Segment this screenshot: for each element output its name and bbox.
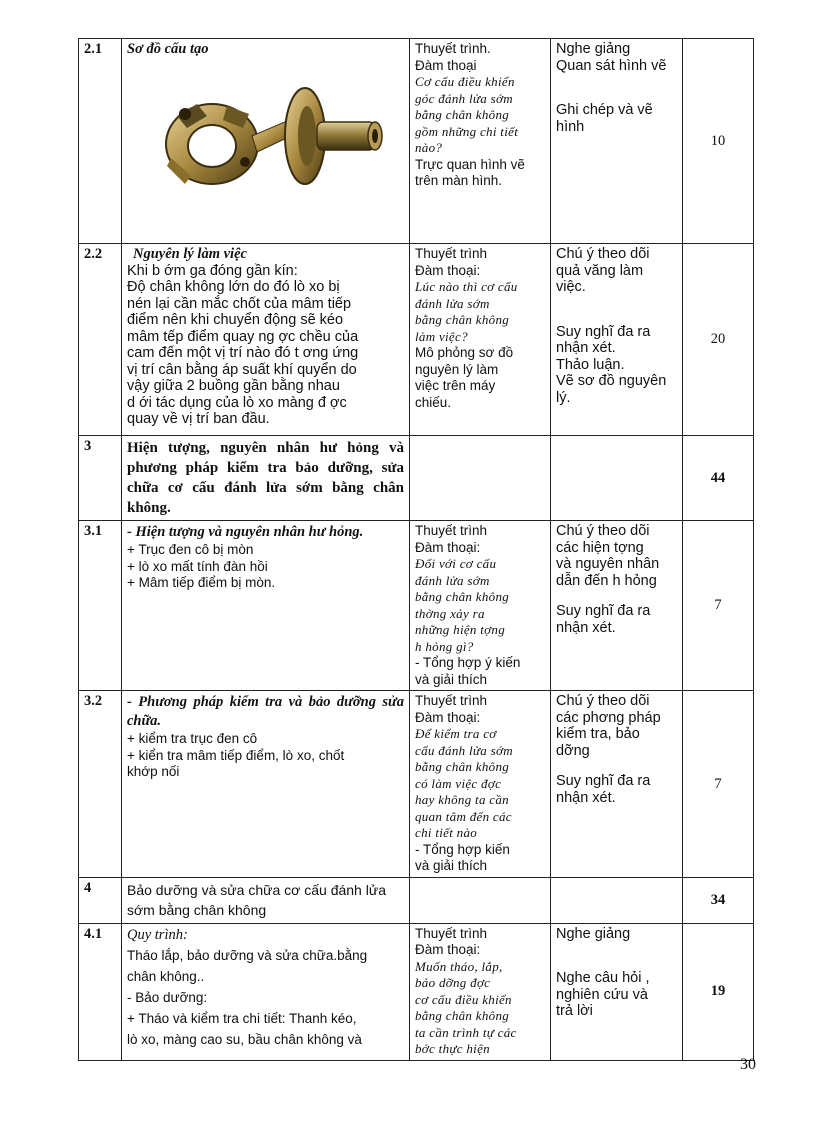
row-number: 4.1 xyxy=(79,923,122,1060)
student-activity-cell xyxy=(551,436,683,521)
content-cell: Nguyên lý làm việc Khi b ớm ga đóng gần kín: Độ chân không lớn do đó lò xo bị nén lại cần mắc chốt của mâm tiếp điểm nên khi chuyển động sẽ kéo mâm tếp điểm quay ng ợc chều của cam đến một vị trí nào đó t ơng ứng vị trí cân bằng áp suất khí quyển do vậy giữa 2 buồng gần bằng nhau d ới tác dụng của lò xo màng đ ợc quay về vị trí ban đầu. xyxy=(122,244,410,436)
time-cell: 10 xyxy=(683,39,754,244)
content-cell: - Hiện tượng và nguyên nhân hư hỏng. + Trục đen cô bị mòn + lò xo mất tính đàn hồi + Mâm tiếp điểm bị mòn. xyxy=(122,521,410,691)
row-number: 3.2 xyxy=(79,691,122,878)
teacher-question: Để kiểm tra cơ cấu đánh lửa sớm bằng chân không có làm việc đợc hay không ta cần quan tâm đến các chi tiết nào xyxy=(415,726,513,840)
content-cell xyxy=(122,436,410,521)
content-cell xyxy=(122,39,410,244)
teacher-activity-cell: Thuyết trình Đàm thoại: Đối với cơ cấu đánh lửa sớm bằng chân không thờng xảy ra những hiện tợng h hỏng gì? - Tổng hợp ý kiến và giải thích xyxy=(410,521,551,691)
page-number: 30 xyxy=(740,1056,756,1073)
student-activity-cell: Chú ý theo dõi các phơng pháp kiểm tra, bảo dỡng Suy nghĩ đa ra nhận xét. xyxy=(551,691,683,878)
teacher-activity-cell: Thuyết trình Đàm thoại: Muốn tháo, lắp, bảo dỡng đợc cơ cấu điều khiển bằng chân không ta cần trình tự các bớc thực hiện xyxy=(410,923,551,1060)
content-cell xyxy=(122,877,410,923)
row-number: 2.1 xyxy=(79,39,122,244)
table-row xyxy=(79,877,754,923)
time-cell: 19 xyxy=(683,923,754,1060)
teacher-text: trên màn hình. xyxy=(415,173,503,188)
lesson-plan-table xyxy=(78,38,754,1061)
section-title: - Phương pháp kiểm tra và bảo dưỡng sửa chữa. xyxy=(127,694,404,729)
teacher-text: Trực quan hình vẽ xyxy=(415,156,525,172)
table-row xyxy=(79,244,754,436)
teacher-activity-cell xyxy=(410,436,551,521)
section-title: - Hiện tượng và nguyên nhân hư hỏng. xyxy=(127,524,364,540)
time-cell: 34 xyxy=(683,877,754,923)
time-cell: 7 xyxy=(683,691,754,878)
row-number: 3.1 xyxy=(79,521,122,691)
student-activity-cell: Chú ý theo dõi quả văng làm việc. Suy nghĩ đa ra nhận xét. Thảo luận. Vẽ sơ đồ nguyên lý. xyxy=(551,244,683,436)
teacher-text: Thuyết trình. xyxy=(415,41,491,56)
section-title: Hiện tượng, nguyên nhân hư hỏng và phương pháp kiểm tra bảo dưỡng, sửa chữa cơ cấu đánh lửa sớm bằng chân không. xyxy=(127,440,404,516)
teacher-text: Đàm thoại xyxy=(415,57,477,73)
time-cell: 20 xyxy=(683,244,754,436)
table-row xyxy=(79,436,754,521)
content-cell: - Phương pháp kiểm tra và bảo dưỡng sửa chữa. + kiểm tra trục đen cô + kiển tra mâm tiếp điểm, lò xo, chốt khớp nối xyxy=(122,691,410,878)
section-title: Quy trình: xyxy=(127,926,188,943)
teacher-activity-cell xyxy=(410,877,551,923)
teacher-activity-cell xyxy=(410,39,551,244)
section-title: Sơ đồ cấu tạo xyxy=(127,41,209,57)
table-row xyxy=(79,521,754,691)
time-cell: 44 xyxy=(683,436,754,521)
time-cell: 7 xyxy=(683,521,754,691)
table-row xyxy=(79,39,754,244)
table-row xyxy=(79,923,754,1060)
teacher-activity-cell: Thuyết trình Đàm thoại: Lúc nào thì cơ cấu đánh lửa sớm bằng chân không làm việc? Mô phỏng sơ đồ nguyên lý làm việc trên máy chiếu. xyxy=(410,244,551,436)
student-activity-cell xyxy=(551,877,683,923)
table-row xyxy=(79,691,754,878)
teacher-question: Lúc nào thì cơ cấu đánh lửa sớm bằng chân không làm việc? xyxy=(415,279,518,344)
student-activity-cell: Nghe giảng Quan sát hình vẽ Ghi chép và vẽ hình xyxy=(551,39,683,244)
vacuum-advance-photo xyxy=(157,66,387,214)
content-cell: Quy trình: Tháo lắp, bảo dưỡng và sửa chữa.bằng chân không.. - Bảo dưỡng: + Tháo và kiểm tra chi tiết: Thanh kéo, lò xo, màng cao su, bầu chân không và xyxy=(122,923,410,1060)
teacher-question: Muốn tháo, lắp, bảo dỡng đợc cơ cấu điều khiển bằng chân không ta cần trình tự các bớc thực hiện xyxy=(415,958,517,1056)
section-title: Bảo dưỡng và sửa chữa cơ cấu đánh lửa sớm bằng chân không xyxy=(127,881,386,918)
row-number: 3 xyxy=(79,436,122,521)
teacher-question: Đối với cơ cấu đánh lửa sớm bằng chân không thờng xảy ra những hiện tợng h hỏng gì? xyxy=(415,556,510,654)
student-activity-cell: Chú ý theo dõi các hiện tợng và nguyên nhân dẫn đến h hỏng Suy nghĩ đa ra nhận xét. xyxy=(551,521,683,691)
section-title: Nguyên lý làm việc xyxy=(133,246,247,262)
student-activity-cell: Nghe giảng Nghe câu hỏi , nghiên cứu và trả lời xyxy=(551,923,683,1060)
teacher-activity-cell: Thuyết trình Đàm thoại: Để kiểm tra cơ cấu đánh lửa sớm bằng chân không có làm việc đợc hay không ta cần quan tâm đến các chi tiết nào - Tổng hợp kiến và giải thích xyxy=(410,691,551,878)
teacher-question: Cơ cấu điều khiển góc đánh lửa sớm bằng chân không gồm những chi tiết nào? xyxy=(415,74,519,155)
row-number: 2.2 xyxy=(79,244,122,436)
row-number: 4 xyxy=(79,877,122,923)
